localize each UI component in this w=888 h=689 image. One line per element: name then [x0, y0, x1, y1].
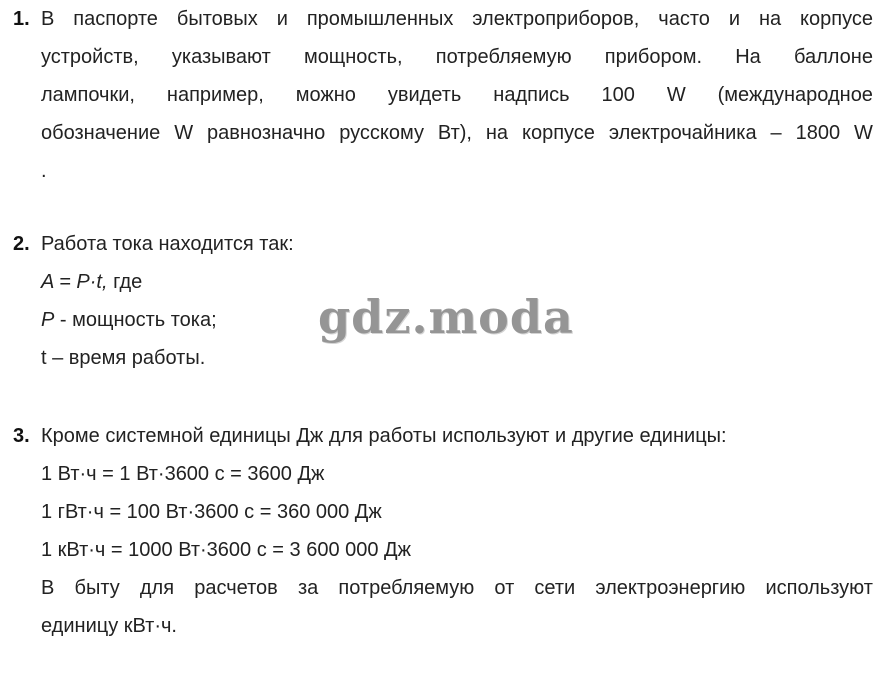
word: используют: [765, 577, 873, 599]
word: сети: [534, 577, 576, 599]
word: обозначение: [41, 122, 161, 144]
closing-line: единицу кВт·ч.: [41, 615, 177, 637]
intro-line: Работа тока находится так:: [41, 233, 294, 255]
word: электрочайника: [608, 122, 757, 144]
word: паспорте: [73, 8, 158, 30]
watermark: gdz.moda: [318, 290, 574, 344]
item-number: 2.: [13, 233, 30, 255]
time-definition: t – время работы.: [41, 347, 206, 369]
word: устройств,: [41, 46, 139, 68]
word: 1800: [795, 122, 841, 144]
word: лампочки,: [41, 84, 135, 106]
word: надпись: [493, 84, 570, 106]
word: расчетов: [194, 577, 278, 599]
word: за: [297, 577, 319, 599]
word: часто: [658, 8, 710, 30]
conversion-line: 1 кВт·ч = 1000 Вт·3600 с = 3 600 000 Дж: [41, 539, 411, 561]
word: промышленных: [306, 8, 454, 30]
formula: A = P·t,: [41, 271, 108, 293]
word: потребляемую: [435, 46, 572, 68]
formula-tail: где: [107, 271, 143, 293]
word: 100: [601, 84, 635, 106]
intro-line: Кроме системной единицы Дж для работы используют и другие единицы:: [41, 425, 727, 447]
word: корпусе: [800, 8, 873, 30]
word: (международное: [717, 84, 873, 106]
text-line: [41, 76, 873, 114]
word: W: [174, 122, 194, 144]
text-line: [41, 0, 873, 38]
word: можно: [295, 84, 356, 106]
conversion-line: 1 гВт·ч = 100 Вт·3600 с = 360 000 Дж: [41, 501, 382, 523]
word: В: [41, 8, 55, 30]
word: W: [666, 84, 686, 106]
word: быту: [74, 577, 120, 599]
text-line: [41, 114, 873, 152]
word: например,: [166, 84, 264, 106]
word: мощность,: [303, 46, 403, 68]
power-symbol: P: [41, 309, 55, 331]
word: для: [139, 577, 175, 599]
text-line: [41, 38, 873, 76]
word: баллоне: [793, 46, 873, 68]
closing-line: [41, 569, 873, 607]
word: русскому: [339, 122, 424, 144]
word: и: [728, 8, 740, 30]
word: электроприборов,: [472, 8, 640, 30]
word: –: [770, 122, 782, 144]
word: В: [41, 577, 55, 599]
word: потребляемую: [338, 577, 475, 599]
word: увидеть: [387, 84, 462, 106]
conversion-line: 1 Вт·ч = 1 Вт·3600 с = 3600 Дж: [41, 463, 325, 485]
word: корпусе: [521, 122, 595, 144]
text-line: .: [41, 160, 47, 182]
item-number: 1.: [13, 8, 30, 30]
word: бытовых: [176, 8, 258, 30]
power-definition-text: - мощность тока;: [54, 309, 217, 331]
word: электроэнергию: [595, 577, 746, 599]
word: на: [485, 122, 509, 144]
item-number: 3.: [13, 425, 30, 447]
word: На: [735, 46, 761, 68]
word: и: [276, 8, 288, 30]
item-1-text: [41, 0, 873, 190]
word: на: [758, 8, 782, 30]
word: равнозначно: [207, 122, 326, 144]
word: W: [854, 122, 873, 144]
item-3-text: [41, 417, 873, 645]
word: Вт),: [437, 122, 472, 144]
word: указывают: [171, 46, 271, 68]
word: прибором.: [604, 46, 703, 68]
word: от: [494, 577, 515, 599]
